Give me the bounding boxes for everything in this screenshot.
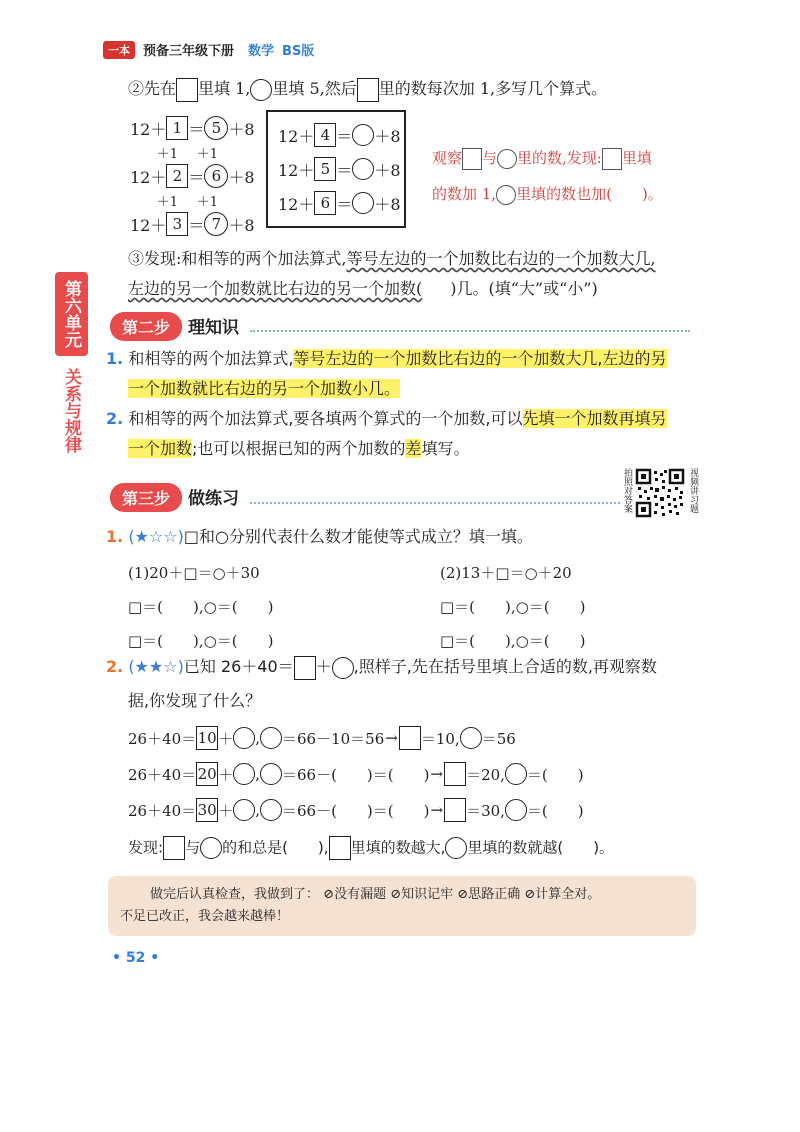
square-blank-icon [163, 836, 185, 860]
step3-header [110, 483, 239, 512]
answer-box: 6 [314, 191, 336, 215]
edition: BS版 [282, 44, 315, 59]
example-row: 12＋ 2 ＝ 6 ＋8 [130, 164, 255, 188]
step3-pill: 第三步 [110, 483, 182, 512]
practice-row: 12＋ 6 ＝ ＋8 [278, 186, 404, 220]
answer-box: 1 [166, 116, 188, 140]
step2-divider [250, 330, 690, 332]
q1-answer-line[interactable]: □＝( ),○＝( ) [128, 632, 274, 650]
square-blank-icon [357, 78, 379, 102]
example-equations [130, 116, 255, 236]
circle-blank-icon[interactable] [352, 192, 374, 214]
step3-title: 做练习 [188, 489, 240, 509]
page-number: • 52 • [112, 950, 160, 966]
circle-blank-icon [260, 727, 282, 749]
q1-sub2: (2)13＋□＝○＋20 □＝( ),○＝( ) □＝( ),○＝( ) [440, 556, 585, 658]
plus-row: ＋1 ＋1 [156, 146, 218, 162]
circle-blank-icon[interactable] [352, 124, 374, 146]
answer-box: 3 [166, 212, 188, 236]
step2-title: 理知识 [188, 318, 240, 338]
circle-blank-icon [233, 799, 255, 821]
check-circle-icon[interactable]: ⊘ [323, 887, 335, 902]
arrow-icon: → [385, 729, 398, 747]
circle-blank-icon [445, 837, 467, 859]
circle-blank-icon [233, 727, 255, 749]
brand-logo: 一本 [103, 41, 135, 59]
square-blank-icon [329, 836, 351, 860]
answer-circle: 6 [204, 164, 228, 188]
self-check-box: 做完后认真检查，我做到了： ⊘没有漏题 ⊘知识记牢 ⊘思路正确 ⊘计算全对。 不足已改正，我会越来越棒！ [108, 876, 696, 936]
q1-answer-line[interactable]: □＝( ),○＝( ) [128, 598, 274, 616]
topic-label: 关系与规律 [61, 368, 81, 453]
square-blank-icon [602, 148, 622, 170]
q1-answer-line[interactable]: □＝( ),○＝( ) [440, 632, 586, 650]
step2-pill: 第二步 [110, 312, 182, 341]
practice-row: 12＋ 5 ＝ ＋8 [278, 152, 404, 186]
circle-blank-icon [497, 149, 517, 169]
answer-circle: 7 [204, 212, 228, 236]
q2-title-line2: 据,你发现了什么？ [128, 691, 262, 710]
circle-blank-icon [260, 763, 282, 785]
knowledge-item-2: 2. 和相等的两个加法算式,要各填两个算式的一个加数,可以先填一个加数再填另 一个加数;也可以根据已知的两个加数的差填写。 [106, 409, 667, 458]
q1-answer-line[interactable]: □＝( ),○＝( ) [440, 598, 586, 616]
qr-left-label: 拍照对答案 [622, 468, 632, 513]
circle-blank-icon [260, 799, 282, 821]
q2-row: 26＋40＝ 10 ＋ , ＝66－10＝56 → ＝10, ＝56 [128, 720, 584, 756]
subject: 数学 [248, 44, 275, 59]
circle-blank-icon [496, 185, 516, 205]
circle-blank-icon [200, 837, 222, 859]
qr-right-label: 视频讲习题 [688, 468, 698, 513]
answer-circle: 5 [204, 116, 228, 140]
square-blank-icon[interactable] [444, 762, 466, 786]
square-blank-icon [399, 726, 421, 750]
qr-area [622, 468, 698, 518]
side-tab [55, 272, 85, 465]
q2-rows [128, 720, 584, 828]
circle-blank-icon[interactable] [352, 158, 374, 180]
observation: 观察 与 里的数,发现: 里填 的数加 1, 里填的数也加( )。 [432, 149, 663, 203]
square-blank-icon[interactable] [444, 798, 466, 822]
q1-title: 1. (★☆☆)□和○分别代表什么数才能使等式成立？填一填。 [106, 527, 533, 546]
check-circle-icon[interactable]: ⊘ [390, 887, 402, 902]
square-blank-icon [294, 656, 316, 680]
example-row: 12＋ 1 ＝ 5 ＋8 [130, 116, 255, 140]
q2-row: 26＋40＝ 20 ＋ , ＝66－( )＝( ) → ＝20, ＝( ) [128, 756, 584, 792]
part3-line2: 左边的另一个加数就比右边的另一个加数( )几。(填“大”或“小”) [128, 279, 598, 298]
q2-finding: 发现: 与 的和总是( ), 里填的数越大, 里填的数就越( )。 [128, 836, 614, 860]
qr-code-icon[interactable] [635, 468, 685, 518]
part2-instruction: ②先在 里填 1, 里填 5,然后 里的数每次加 1,多写几个算式。 [128, 76, 607, 102]
part3-line1: ③发现:和相等的两个加法算式,等号左边的一个加数比右边的一个加数大几, [128, 249, 656, 268]
plus-row: ＋1 ＋1 [156, 194, 218, 210]
square-blank-icon [462, 148, 482, 170]
square-blank-icon [176, 78, 198, 102]
step3-divider [250, 502, 620, 504]
knowledge-item-1: 1. 和相等的两个加法算式,等号左边的一个加数比右边的一个加数大几,左边的另 一个加数就比右边的另一个加数小几。 [106, 349, 667, 398]
q1-sub1: (1)20＋□＝○＋30 □＝( ),○＝( ) □＝( ),○＝( ) [128, 556, 273, 658]
step2-header [110, 312, 239, 341]
answer-box: 2 [166, 164, 188, 188]
circle-blank-icon [505, 763, 527, 785]
book-title: 预备三年级下册 [143, 44, 235, 59]
circle-blank-icon [233, 763, 255, 785]
arrow-icon: → [430, 801, 444, 819]
answer-box: 4 [314, 123, 336, 147]
check-circle-icon[interactable]: ⊘ [457, 887, 469, 902]
header [103, 40, 314, 59]
q2-row: 26＋40＝ 30 ＋ , ＝66－( )＝( ) → ＝30, ＝( ) [128, 792, 584, 828]
example-row: 12＋ 3 ＝ 7 ＋8 [130, 212, 255, 236]
check-circle-icon[interactable]: ⊘ [524, 887, 536, 902]
circle-blank-icon [505, 799, 527, 821]
circle-blank-icon [250, 79, 272, 101]
arrow-icon: → [430, 765, 444, 783]
answer-box: 5 [314, 157, 336, 181]
practice-row: 12＋ 4 ＝ ＋8 [278, 118, 404, 152]
q2-title: 2. (★★☆)已知 26＋40＝ ＋ ,照样子,先在括号里填上合适的数,再观察数 [106, 654, 657, 680]
circle-blank-icon [332, 657, 354, 679]
practice-box [266, 110, 406, 228]
circle-blank-icon [460, 727, 482, 749]
unit-tab: 第六单元 [55, 272, 88, 356]
